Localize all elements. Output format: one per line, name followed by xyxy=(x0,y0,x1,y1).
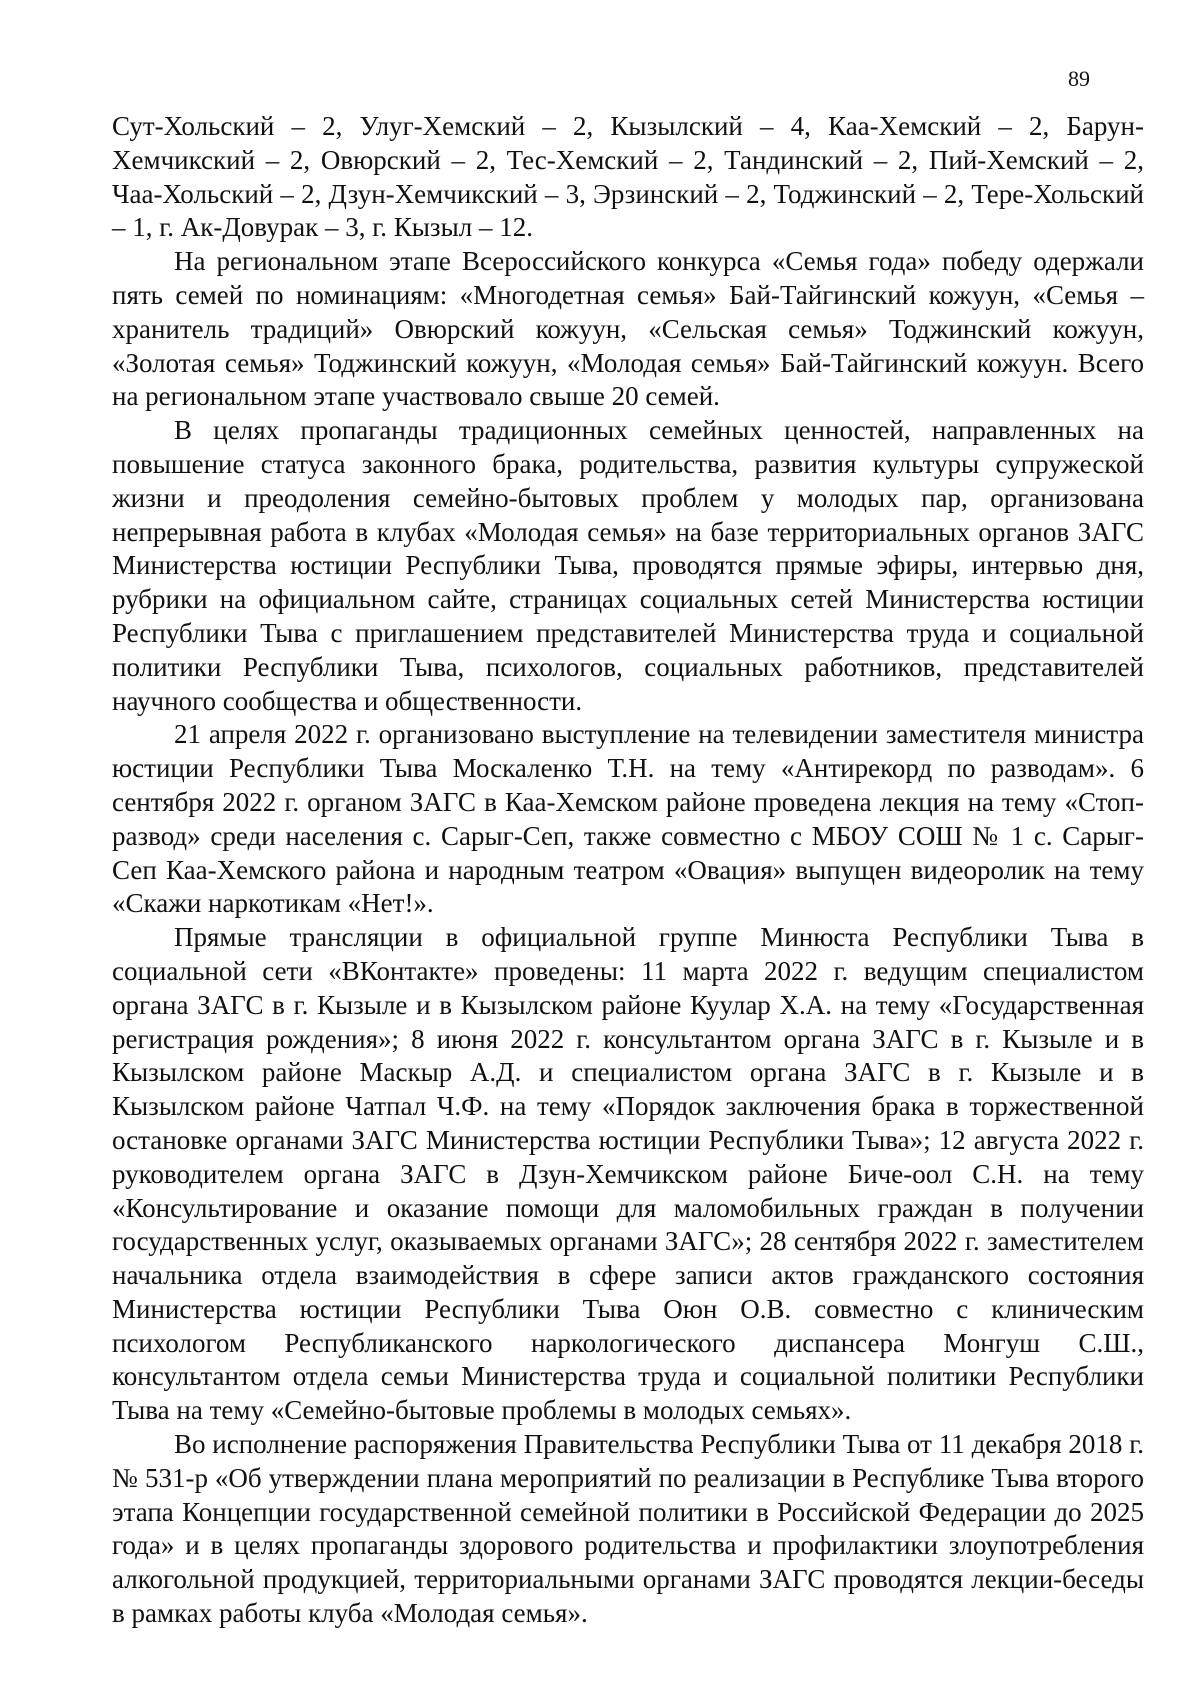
paragraph-vkontakte-broadcasts: Прямые трансляции в официальной группе Минюста Республики Тыва в социальной сети «ВКонтакте» проведены: 11 марта 2022 г. ведущим специалистом органа ЗАГС в г. Кызыле и в Кызылском районе Куулар Х.А. на тему «Государственная регистрация рождения»; 8 июня 2022 г. консультантом органа ЗАГС в г. Кызыле и в Кызылском районе Маскыр А.Д. и специалистом органа ЗАГС в г. Кызыле и в Кызылском районе Чатпал Ч.Ф. на тему «Порядок заключения брака в торжественной остановке органами ЗАГС Министерства юстиции Республики Тыва»; 12 августа 2022 г. руководителем органа ЗАГС в Дзун-Хемчикском районе Биче-оол С.Н. на тему «Консультирование и оказание помощи для маломобильных граждан в получении государственных услуг, оказываемых органами ЗАГС»; 28 сентября 2022 г. заместителем начальника отдела взаимодействия в сфере записи актов гражданского состояния Министерства юстиции Республики Тыва Оюн О.В. совместно с клиническим психологом Республиканского наркологического диспансера Монгуш С.Ш., консультантом отдела семьи Министерства труда и социальной политики Республики Тыва на тему «Семейно-бытовые проблемы в молодых семьях». xyxy=(112,922,1144,1426)
paragraph-government-order: Во исполнение распоряжения Правительства Республики Тыва от 11 декабря 2018 г. № 531-р «Об утверждении плана мероприятий по реализации в Республике Тыва второго этапа Концепции государственной семейной политики в Российской Федерации до 2025 года» и в целях пропаганды здорового родительства и профилактики злоупотребления алкогольной продукцией, территориальными органами ЗАГС проводятся лекции-беседы в рамках работы клуба «Молодая семья». xyxy=(112,1429,1144,1629)
paragraph-television-appearance: 21 апреля 2022 г. организовано выступление на телевидении заместителя министра юстиции Республики Тыва Москаленко Т.Н. на тему «Антирекорд по разводам». 6 сентября 2022 г. органом ЗАГС в Каа-Хемском районе проведена лекция на тему «Стоп-развод» среди населения с. Сарыг-Сеп, также совместно с МБОУ СОШ № 1 с. Сарыг-Сеп Каа-Хемского района и народным театром «Овация» выпущен видеоролик на тему «Скажи наркотикам «Нет!». xyxy=(112,719,1144,919)
paragraph-family-of-year-contest: На региональном этапе Всероссийского конкурса «Семья года» победу одержали пять семей по номинациям: «Многодетная семья» Бай-Тайгинский кожуун, «Семья – хранитель традиций» Овюрский кожуун, «Сельская семья» Тоджинский кожуун, «Золотая семья» Тоджинский кожуун, «Молодая семья» Бай-Тайгинский кожуун. Всего на региональном этапе участвовало свыше 20 семей. xyxy=(112,246,1144,412)
page-number: 89 xyxy=(1068,66,1090,91)
document-body xyxy=(112,110,1144,1631)
paragraph-family-values-propaganda: В целях пропаганды традиционных семейных ценностей, направленных на повышение статуса законного брака, родительства, развития культуры супружеской жизни и преодоления семейно-бытовых проблем у молодых пар, организована непрерывная работа в клубах «Молодая семья» на базе территориальных органов ЗАГС Министерства юстиции Республики Тыва, проводятся прямые эфиры, интервью дня, рубрики на официальном сайте, страницах социальных сетей Министерства юстиции Республики Тыва с приглашением представителей Министерства труда и социальной политики Республики Тыва, психологов, социальных работников, представителей научного сообщества и общественности. xyxy=(112,415,1144,716)
paragraph-district-list: Сут-Хольский – 2, Улуг-Хемский – 2, Кызылский – 4, Каа-Хемский – 2, Барун-Хемчикский – 2, Овюрский – 2, Тес-Хемский – 2, Тандинский – 2, Пий-Хемский – 2, Чаа-Хольский – 2, Дзун-Хемчикский – 3, Эрзинский – 2, Тоджинский – 2, Тере-Хольский – 1, г. Ак-Довурак – 3, г. Кызыл – 12. xyxy=(112,111,1144,243)
